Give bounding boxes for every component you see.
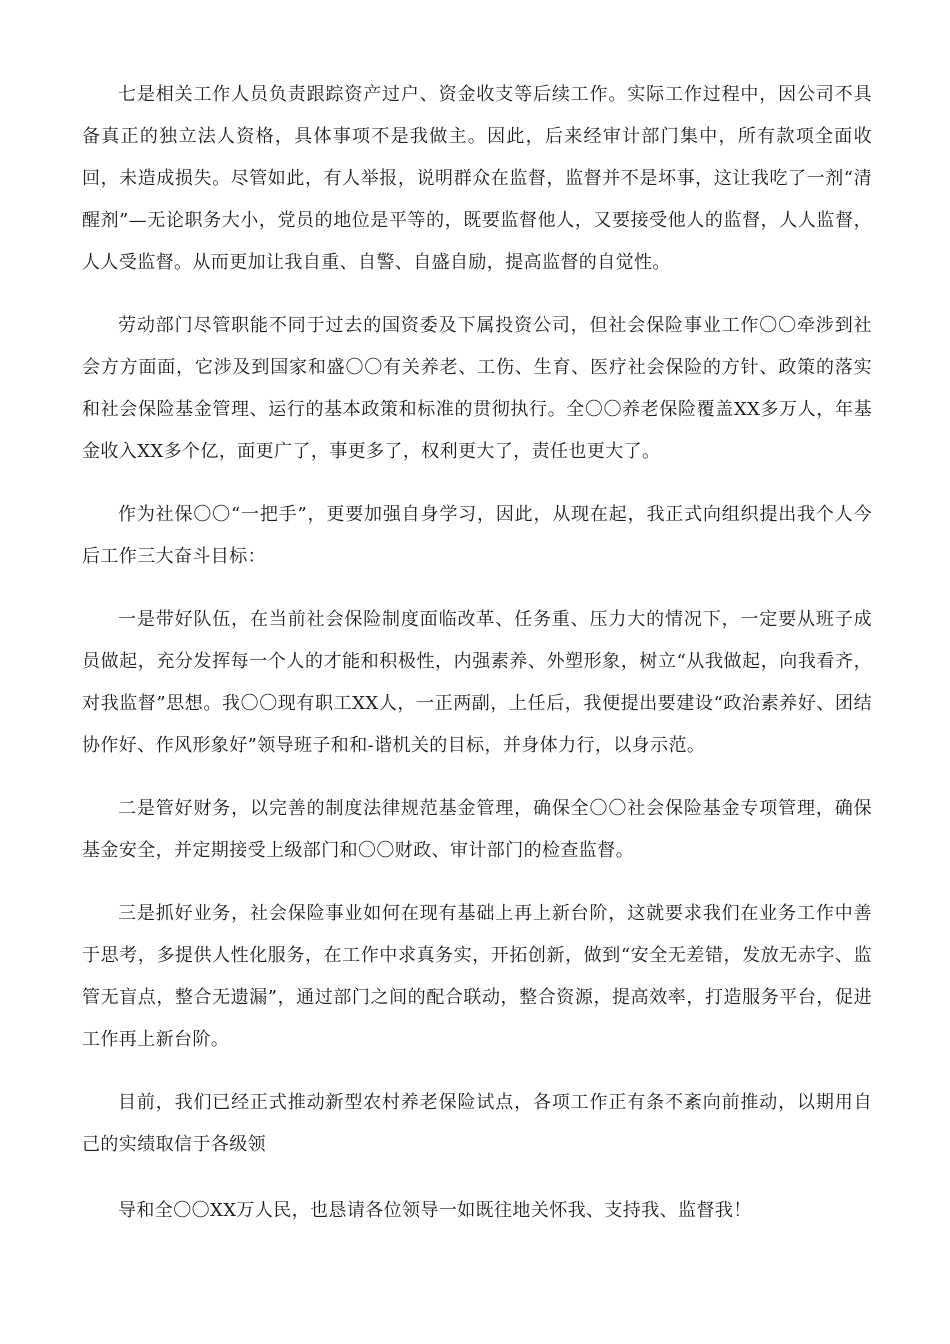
paragraph-supervision: 七是相关工作人员负责跟踪资产过户、资金收支等后续工作。实际工作过程中，因公司不具备真正的独立法人资格，具体事项不是我做主。因此，后来经审计部门集中，所有款项全面收回，未造成损失。尽管如此，有人举报，说明群众在监督，监督并不是坏事，这让我吃了一剂“清醒剂”—无论职务大小，党员的地位是平等的，既要监督他人，又要接受他人的监督，人人监督，人人受监督。从而更加让我自重、自警、自盛自励，提高监督的自觉性。 — [82, 84, 872, 273]
document-page — [82, 74, 872, 1253]
paragraph-labor-department: 劳动部门尽管职能不同于过去的国资委及下属投资公司，但社会保险事业工作〇〇牵涉到社会方方面面，它涉及到国家和盛〇〇有关养老、工伤、生育、医疗社会保险的方针、政策的落实和社会保险基金管理、运行的基本政策和标准的贯彻执行。全〇〇养老保险覆盖XX多万人，年基金收入XX多个亿，面更广了，事更多了，权利更大了，责任也更大了。 — [82, 315, 872, 462]
paragraph-goals-intro: 作为社保〇〇“一把手”，更要加强自身学习，因此，从现在起，我正式向组织提出我个人今后工作三大奋斗目标： — [82, 504, 872, 567]
paragraph-goal-business: 三是抓好业务，社会保险事业如何在现有基础上再上新台阶，这就要求我们在业务工作中善于思考，多提供人性化服务，在工作中求真务实，开拓创新，做到“安全无差错，发放无赤字、监管无盲点，整合无遗漏”，通过部门之间的配合联动，整合资源，提高效率，打造服务平台，促进工作再上新台阶。 — [82, 903, 872, 1050]
paragraph-closing: 导和全〇〇XX万人民，也恳请各位领导一如既往地关怀我、支持我、监督我！ — [118, 1200, 752, 1221]
paragraph-goal-team: 一是带好队伍，在当前社会保险制度面临改革、任务重、压力大的情况下，一定要从班子成员做起，充分发挥每一个人的才能和积极性，内强素养、外塑形象，树立“从我做起，向我看齐，对我监督”思想。我〇〇现有职工XX人，一正两副，上任后，我便提出要建设“政治素养好、团结协作好、作风形象好”领导班子和和-谐机关的目标，并身体力行，以身示范。 — [82, 609, 872, 756]
paragraph-current-status: 目前，我们已经正式推动新型农村养老保险试点，各项工作正有条不紊向前推动，以期用自己的实绩取信于各级领 — [82, 1092, 872, 1155]
paragraph-goal-finance: 二是管好财务，以完善的制度法律规范基金管理，确保全〇〇社会保险基金专项管理，确保基金安全，并定期接受上级部门和〇〇财政、审计部门的检查监督。 — [82, 798, 872, 861]
